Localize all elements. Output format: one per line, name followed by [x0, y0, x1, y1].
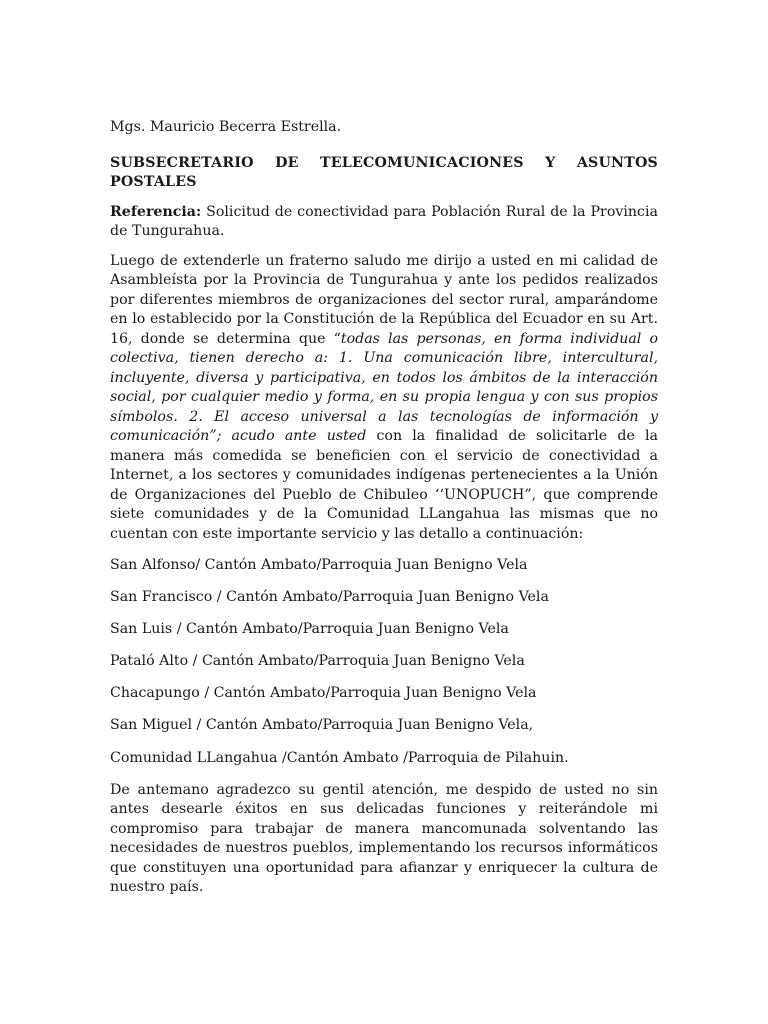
letter-page: [110, 118, 658, 898]
closing-paragraph: De antemano agradezco su gentil atención, me despido de usted no sin antes desearle éxitos en sus delicadas funciones y reiterándole mi compromiso para trabajar de manera mancomunada solventando las necesidades de nuestros pueblos, implementando los recursos informáticos que constituyen una oportunidad para afianzar y enriquecer la cultura de nuestro país.: [110, 781, 658, 896]
body-intro: Luego de extenderle un fraterno saludo me dirijo a usted en mi calidad de Asambleísta por la Provincia de Tungurahua y ante los pedidos realizados por diferentes miembros de organizaciones del sector rural, amparándome en lo establecido por la Constitución de la República del Ecuador en su Art. 16, donde se determina que “: [110, 252, 658, 347]
list-item: San Miguel / Cantón Ambato/Parroquia Juan Benigno Vela,: [110, 717, 534, 734]
reference-label: Referencia:: [110, 203, 202, 220]
body-rest: con la finalidad de solicitarle de la manera más comedida se beneficien con el servicio de conectividad a Internet, a los sectores y comunidades indígenas pertenecientes a la Unión de Organizaciones del Pueblo de Chibuleo ‘‘UNOPUCH”, que comprende siete comunidades y de la Comunidad LLangahua las mismas que no cuentan con este importante servicio y las detallo a continuación:: [110, 428, 659, 542]
list-item: San Francisco / Cantón Ambato/Parroquia Juan Benigno Vela: [110, 589, 549, 606]
recipient-title-line2: POSTALES: [110, 174, 197, 190]
recipient-title: [110, 154, 658, 193]
list-item: San Alfonso/ Cantón Ambato/Parroquia Juan Benigno Vela: [110, 557, 528, 573]
recipient-title-line1: SUBSECRETARIO DE TELECOMUNICACIONES Y ASUNTOS: [110, 154, 658, 171]
body-paragraph: [110, 252, 658, 545]
community-list: [110, 556, 658, 768]
list-item: Pataló Alto / Cantón Ambato/Parroquia Juan Benigno Vela: [110, 653, 525, 670]
reference-paragraph: [110, 203, 658, 242]
reference-text: Solicitud de conectividad para Población Rural de la Provincia de Tungurahua.: [110, 203, 658, 239]
list-item: San Luis / Cantón Ambato/Parroquia Juan Benigno Vela: [110, 621, 509, 638]
list-item: Chacapungo / Cantón Ambato/Parroquia Juan Benigno Vela: [110, 685, 537, 702]
recipient-name: Mgs. Mauricio Becerra Estrella.: [110, 119, 342, 135]
list-item: Comunidad LLangahua /Cantón Ambato /Parroquia de Pilahuin.: [110, 749, 569, 766]
constitution-quote: todas las personas, en forma individual o colectiva, tienen derecho a: 1. Una comunicación libre, intercultural, incluyente, diversa y participativa, en todos los ámbitos de la interacción social, por cualquier medio y forma, en su propia lengua y con sus propios símbolos. 2. El acceso universal a las tecnologías de información y comunicación”; acudo ante usted: [110, 330, 658, 444]
